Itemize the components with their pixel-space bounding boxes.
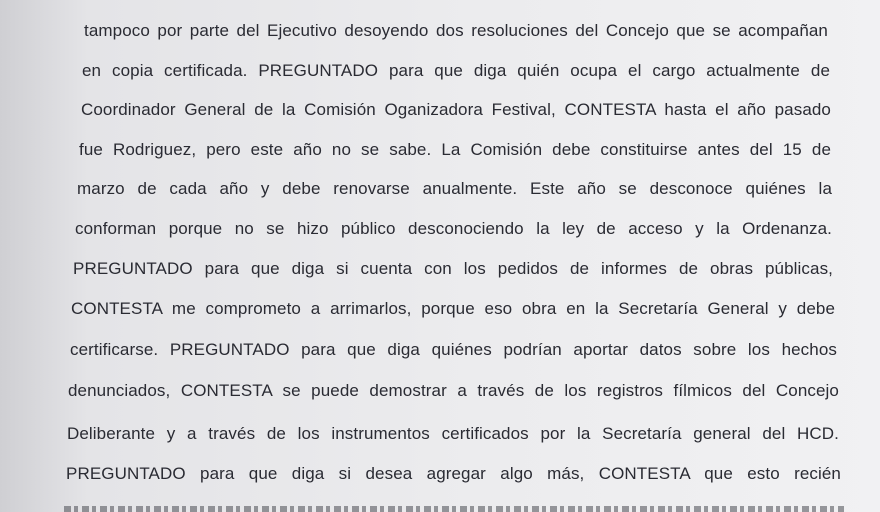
text-line-9: certificarse. PREGUNTADO para que diga quiénes podrían aportar datos sobre los hechos — [70, 340, 837, 359]
text-line-12: PREGUNTADO para que diga si desea agregar algo más, CONTESTA que esto recién — [66, 464, 841, 483]
text-line-7: PREGUNTADO para que diga si cuenta con los pedidos de informes de obras públicas, — [73, 259, 833, 278]
cropped-text-line — [64, 503, 844, 512]
text-line-8: CONTESTA me comprometo a arrimarlos, porque eso obra en la Secretaría General y debe — [71, 299, 835, 318]
text-line-2: en copia certificada. PREGUNTADO para que diga quién ocupa el cargo actualmente de — [82, 61, 830, 80]
text-line-11: Deliberante y a través de los instrumentos certificados por la Secretaría general del HCD. — [67, 424, 839, 443]
text-line-3: Coordinador General de la Comisión Oganizadora Festival, CONTESTA hasta el año pasado — [81, 100, 831, 119]
text-line-1: tampoco por parte del Ejecutivo desoyendo dos resoluciones del Concejo que se acompañan — [84, 21, 828, 40]
text-line-6: conforman porque no se hizo público desconociendo la ley de acceso y la Ordenanza. — [75, 219, 832, 238]
text-line-10: denunciados, CONTESTA se puede demostrar a través de los registros fílmicos del Concejo — [68, 381, 839, 400]
text-line-4: fue Rodriguez, pero este año no se sabe. La Comisión debe constituirse antes del 15 de — [79, 140, 831, 159]
text-line-5: marzo de cada año y debe renovarse anualmente. Este año se desconoce quiénes la — [77, 179, 832, 198]
